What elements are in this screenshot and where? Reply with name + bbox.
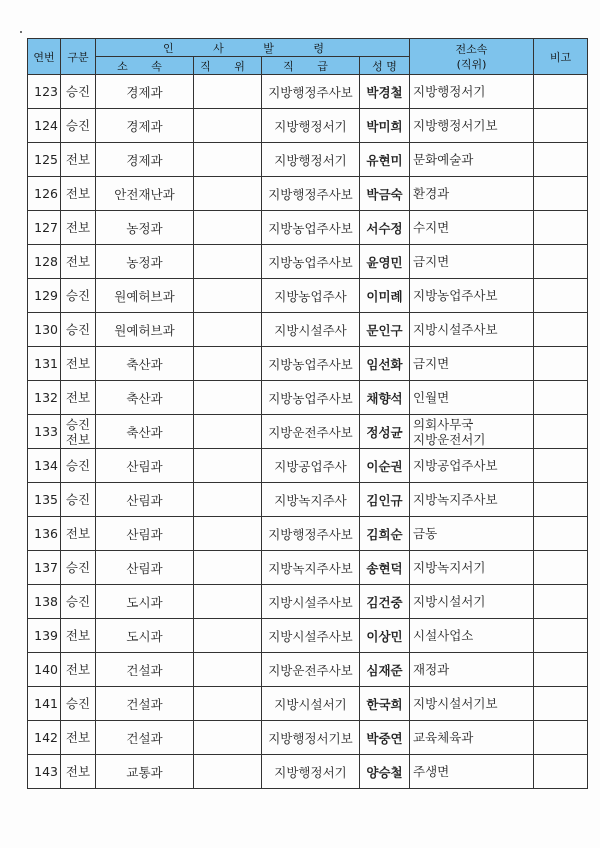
cell-no: 139 (28, 619, 61, 653)
cell-kind (61, 585, 96, 619)
cell-kind (61, 755, 96, 789)
cell-no: 127 (28, 211, 61, 245)
cell-kind-line: 전보 (65, 764, 91, 779)
table-row (28, 551, 588, 585)
cell-prev-line: 지방농업주사보 (413, 288, 498, 303)
cell-kind (61, 721, 96, 755)
cell-dept: 안전재난과 (96, 177, 194, 211)
cell-note (534, 449, 588, 483)
cell-position (194, 177, 262, 211)
cell-prev (410, 347, 534, 381)
cell-grade: 지방시설주사 (262, 313, 360, 347)
cell-prev-line: 지방시설서기 (413, 594, 486, 609)
cell-prev (410, 619, 534, 653)
cell-note (534, 517, 588, 551)
cell-note (534, 653, 588, 687)
cell-position (194, 653, 262, 687)
header-no: 연번 (28, 39, 61, 75)
cell-kind-line: 승진 (65, 118, 91, 133)
cell-kind-line: 전보 (65, 152, 91, 167)
cell-prev-line: 시설사업소 (413, 628, 474, 643)
cell-prev-line: 교육체육과 (413, 730, 474, 745)
table-row (28, 177, 588, 211)
cell-no: 137 (28, 551, 61, 585)
table-row (28, 211, 588, 245)
cell-kind (61, 109, 96, 143)
cell-dept: 건설과 (96, 721, 194, 755)
cell-prev (410, 143, 534, 177)
cell-note (534, 177, 588, 211)
cell-note (534, 245, 588, 279)
cell-prev (410, 211, 534, 245)
table-row (28, 755, 588, 789)
cell-grade: 지방농업주사보 (262, 347, 360, 381)
cell-no: 141 (28, 687, 61, 721)
cell-grade: 지방공업주사 (262, 449, 360, 483)
cell-grade: 지방농업주사보 (262, 381, 360, 415)
cell-dept: 농정과 (96, 245, 194, 279)
cell-dept: 축산과 (96, 415, 194, 449)
header-note: 비고 (534, 39, 588, 75)
cell-kind-line: 전보 (65, 628, 91, 643)
cell-grade: 지방행정주사보 (262, 75, 360, 109)
cell-prev-line: 환경과 (413, 186, 450, 201)
table-row (28, 347, 588, 381)
cell-grade: 지방운전주사보 (262, 415, 360, 449)
cell-dept: 축산과 (96, 347, 194, 381)
table-row (28, 687, 588, 721)
cell-kind (61, 415, 96, 449)
table-row (28, 585, 588, 619)
cell-kind (61, 449, 96, 483)
cell-no: 124 (28, 109, 61, 143)
cell-name: 박미희 (360, 109, 410, 143)
header-grade: 직 급 (262, 57, 360, 75)
cell-position (194, 483, 262, 517)
cell-kind-line: 전보 (65, 356, 91, 371)
cell-grade: 지방녹지주사보 (262, 551, 360, 585)
cell-dept: 경제과 (96, 143, 194, 177)
table-row (28, 75, 588, 109)
cell-prev-line: 지방녹지주사보 (413, 492, 498, 507)
cell-kind-line: 승진 (65, 84, 91, 99)
cell-position (194, 211, 262, 245)
cell-prev-line: 금지면 (413, 254, 450, 269)
cell-kind (61, 483, 96, 517)
cell-no: 128 (28, 245, 61, 279)
cell-note (534, 109, 588, 143)
cell-kind (61, 687, 96, 721)
cell-no: 132 (28, 381, 61, 415)
cell-position (194, 143, 262, 177)
cell-no: 130 (28, 313, 61, 347)
cell-kind (61, 313, 96, 347)
cell-dept: 경제과 (96, 75, 194, 109)
cell-grade: 지방농업주사 (262, 279, 360, 313)
cell-prev-line: 지방공업주사보 (413, 458, 498, 473)
cell-name: 유현미 (360, 143, 410, 177)
cell-note (534, 211, 588, 245)
cell-grade: 지방시설주사보 (262, 585, 360, 619)
cell-kind-line: 승진 (65, 416, 91, 432)
cell-prev (410, 415, 534, 449)
cell-note (534, 585, 588, 619)
cell-position (194, 517, 262, 551)
cell-no: 131 (28, 347, 61, 381)
cell-prev-line: 인월면 (413, 390, 450, 405)
cell-name: 한국희 (360, 687, 410, 721)
cell-kind-line: 전보 (65, 186, 91, 201)
cell-grade: 지방행정서기보 (262, 721, 360, 755)
cell-prev (410, 381, 534, 415)
cell-prev (410, 109, 534, 143)
table-row (28, 653, 588, 687)
cell-note (534, 551, 588, 585)
cell-position (194, 109, 262, 143)
table-row (28, 279, 588, 313)
cell-prev-line: 금지면 (413, 356, 450, 371)
table-header (28, 39, 588, 75)
cell-prev (410, 449, 534, 483)
cell-dept: 산림과 (96, 551, 194, 585)
cell-kind-line: 승진 (65, 288, 91, 303)
cell-kind-line: 전보 (65, 526, 91, 541)
cell-grade: 지방행정서기 (262, 109, 360, 143)
scan-speck (20, 31, 22, 33)
header-name: 성 명 (360, 57, 410, 75)
cell-name: 이상민 (360, 619, 410, 653)
cell-position (194, 585, 262, 619)
cell-position (194, 381, 262, 415)
cell-kind-line: 전보 (65, 220, 91, 235)
cell-kind-line: 전보 (65, 431, 91, 447)
cell-prev (410, 313, 534, 347)
personnel-order-table (27, 38, 588, 789)
cell-no: 134 (28, 449, 61, 483)
cell-no: 140 (28, 653, 61, 687)
cell-prev (410, 483, 534, 517)
cell-dept: 도시과 (96, 619, 194, 653)
cell-note (534, 619, 588, 653)
cell-position (194, 755, 262, 789)
cell-prev-line: 지방행정서기 (413, 84, 486, 99)
cell-no: 143 (28, 755, 61, 789)
cell-dept: 축산과 (96, 381, 194, 415)
cell-kind-line: 승진 (65, 560, 91, 575)
cell-dept: 농정과 (96, 211, 194, 245)
cell-prev (410, 245, 534, 279)
cell-position (194, 313, 262, 347)
cell-position (194, 551, 262, 585)
cell-note (534, 483, 588, 517)
cell-grade: 지방운전주사보 (262, 653, 360, 687)
table-row (28, 449, 588, 483)
cell-note (534, 347, 588, 381)
cell-position (194, 245, 262, 279)
cell-no: 138 (28, 585, 61, 619)
cell-prev-line: 지방행정서기보 (413, 118, 498, 133)
cell-no: 135 (28, 483, 61, 517)
cell-position (194, 75, 262, 109)
table-body (28, 75, 588, 789)
cell-dept: 산림과 (96, 483, 194, 517)
cell-name: 정성균 (360, 415, 410, 449)
header-position: 직 위 (194, 57, 262, 75)
cell-prev (410, 75, 534, 109)
cell-note (534, 415, 588, 449)
cell-kind (61, 517, 96, 551)
cell-name: 송현덕 (360, 551, 410, 585)
cell-kind-line: 전보 (65, 662, 91, 677)
cell-dept: 산림과 (96, 517, 194, 551)
cell-kind-line: 승진 (65, 594, 91, 609)
cell-kind (61, 279, 96, 313)
cell-prev (410, 755, 534, 789)
cell-prev-line: 문화예술과 (413, 152, 474, 167)
cell-kind-line: 전보 (65, 730, 91, 745)
cell-dept: 경제과 (96, 109, 194, 143)
cell-note (534, 143, 588, 177)
cell-grade: 지방행정서기 (262, 143, 360, 177)
cell-name: 서수정 (360, 211, 410, 245)
cell-name: 문인구 (360, 313, 410, 347)
cell-position (194, 449, 262, 483)
cell-name: 김건중 (360, 585, 410, 619)
cell-name: 임선화 (360, 347, 410, 381)
cell-kind-line: 승진 (65, 492, 91, 507)
cell-kind (61, 347, 96, 381)
header-order-group: 인 사 발 령 (96, 39, 410, 57)
table-row (28, 721, 588, 755)
cell-position (194, 279, 262, 313)
cell-kind-line: 승진 (65, 696, 91, 711)
cell-no: 142 (28, 721, 61, 755)
cell-no: 133 (28, 415, 61, 449)
cell-no: 129 (28, 279, 61, 313)
cell-kind (61, 381, 96, 415)
cell-prev (410, 551, 534, 585)
cell-position (194, 619, 262, 653)
cell-prev-line: 지방시설주사보 (413, 322, 498, 337)
cell-kind (61, 619, 96, 653)
cell-position (194, 347, 262, 381)
cell-kind (61, 75, 96, 109)
cell-name: 윤영민 (360, 245, 410, 279)
cell-position (194, 721, 262, 755)
cell-dept: 원예허브과 (96, 279, 194, 313)
table-row (28, 143, 588, 177)
cell-note (534, 755, 588, 789)
cell-dept: 건설과 (96, 687, 194, 721)
cell-prev-line: 지방운전서기 (413, 431, 486, 447)
cell-name: 심재준 (360, 653, 410, 687)
cell-kind (61, 551, 96, 585)
cell-grade: 지방농업주사보 (262, 211, 360, 245)
cell-name: 채향석 (360, 381, 410, 415)
cell-kind (61, 143, 96, 177)
table-row (28, 619, 588, 653)
cell-prev-line: 금동 (413, 526, 438, 541)
cell-grade: 지방시설서기 (262, 687, 360, 721)
cell-grade: 지방행정서기 (262, 755, 360, 789)
cell-prev-line: 수지면 (413, 220, 450, 235)
cell-grade: 지방행정주사보 (262, 517, 360, 551)
cell-grade: 지방녹지주사 (262, 483, 360, 517)
header-kind: 구분 (61, 39, 96, 75)
cell-no: 136 (28, 517, 61, 551)
cell-note (534, 721, 588, 755)
cell-note (534, 75, 588, 109)
cell-note (534, 313, 588, 347)
table-row (28, 483, 588, 517)
cell-dept: 산림과 (96, 449, 194, 483)
cell-note (534, 279, 588, 313)
cell-name: 김인규 (360, 483, 410, 517)
cell-no: 126 (28, 177, 61, 211)
cell-prev (410, 687, 534, 721)
table-row (28, 381, 588, 415)
cell-prev (410, 585, 534, 619)
cell-no: 125 (28, 143, 61, 177)
table-row (28, 313, 588, 347)
cell-prev (410, 517, 534, 551)
cell-prev-line: 지방녹지서기 (413, 560, 486, 575)
cell-note (534, 381, 588, 415)
cell-prev (410, 721, 534, 755)
header-prev: 전소속 (직위) (410, 39, 534, 75)
cell-name: 김희순 (360, 517, 410, 551)
header-dept: 소 속 (96, 57, 194, 75)
cell-prev (410, 177, 534, 211)
cell-name: 이순권 (360, 449, 410, 483)
cell-prev (410, 279, 534, 313)
cell-kind (61, 245, 96, 279)
cell-name: 박경철 (360, 75, 410, 109)
cell-kind (61, 653, 96, 687)
cell-position (194, 687, 262, 721)
cell-kind-line: 전보 (65, 390, 91, 405)
cell-grade: 지방행정주사보 (262, 177, 360, 211)
cell-dept: 건설과 (96, 653, 194, 687)
cell-prev-line: 지방시설서기보 (413, 696, 498, 711)
cell-name: 박금숙 (360, 177, 410, 211)
table-row (28, 109, 588, 143)
cell-name: 박중연 (360, 721, 410, 755)
cell-prev-line: 의회사무국 (413, 416, 474, 432)
cell-kind-line: 승진 (65, 322, 91, 337)
cell-prev (410, 653, 534, 687)
cell-kind (61, 211, 96, 245)
cell-dept: 교통과 (96, 755, 194, 789)
cell-name: 양승철 (360, 755, 410, 789)
cell-grade: 지방농업주사보 (262, 245, 360, 279)
cell-prev-line: 주생면 (413, 764, 450, 779)
cell-grade: 지방시설주사보 (262, 619, 360, 653)
cell-no: 123 (28, 75, 61, 109)
cell-kind-line: 승진 (65, 458, 91, 473)
table-row (28, 415, 588, 449)
table-row (28, 517, 588, 551)
cell-name: 이미례 (360, 279, 410, 313)
cell-dept: 도시과 (96, 585, 194, 619)
cell-note (534, 687, 588, 721)
cell-kind (61, 177, 96, 211)
cell-prev-line: 재정과 (413, 662, 450, 677)
cell-dept: 원예허브과 (96, 313, 194, 347)
cell-position (194, 415, 262, 449)
table-row (28, 245, 588, 279)
cell-kind-line: 전보 (65, 254, 91, 269)
